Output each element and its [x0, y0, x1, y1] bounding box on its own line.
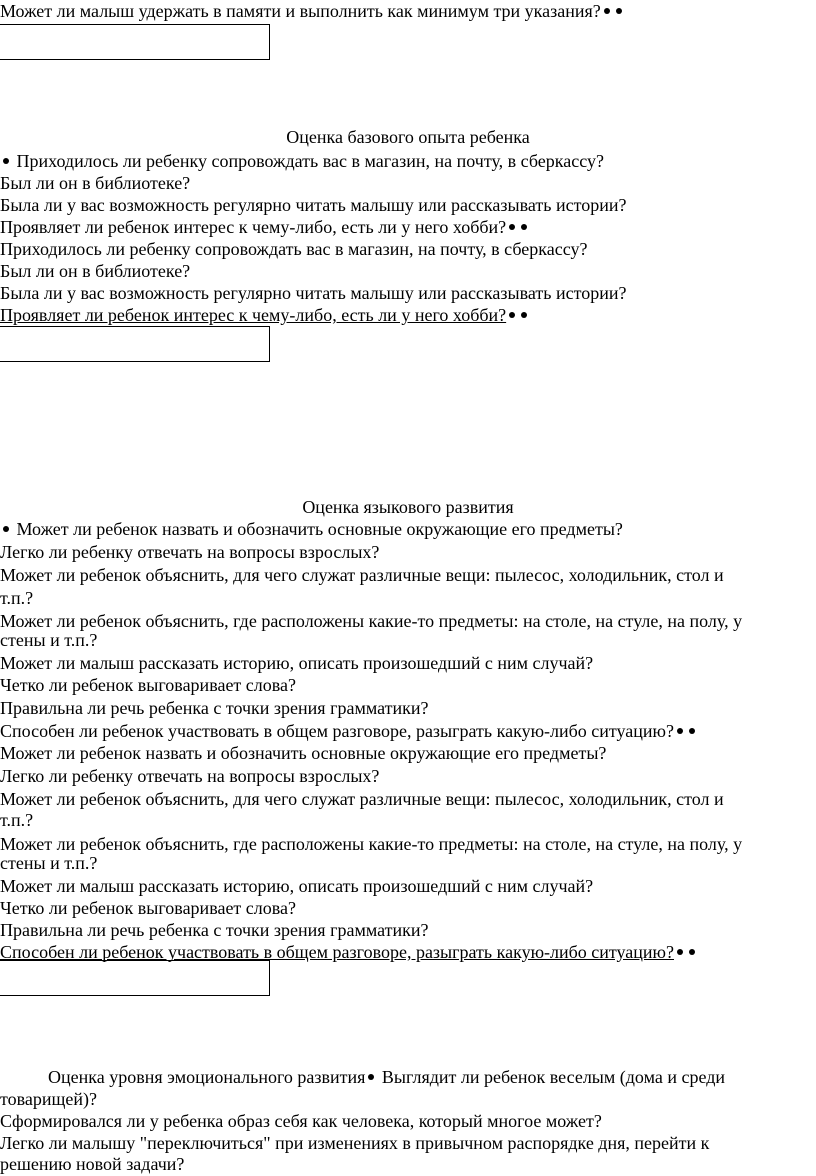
question-line: Может ли ребенок объяснить, где расположены какие-то предметы: на столе, на стуле, на полу, у — [0, 834, 743, 854]
question-line: Была ли у вас возможность регулярно читать малышу или рассказывать истории? — [0, 195, 627, 215]
question-text: Выглядит ли ребенок веселым (дома и среди — [377, 1067, 726, 1087]
bullet-icon — [521, 224, 527, 230]
question-line: решению новой задачи? — [0, 1154, 185, 1174]
question-line: Легко ли малышу "переключиться" при изменениях в привычном распорядке дня, перейти к — [0, 1133, 710, 1153]
question-line: Легко ли ребенку отвечать на вопросы взрослых? — [0, 542, 380, 562]
question-line: Может ли ребенок назвать и обозначить основные окружающие его предметы? — [0, 743, 607, 763]
bullet-icon — [521, 312, 527, 318]
bullet-icon — [689, 728, 695, 734]
question-line: стены и т.п.? — [0, 853, 98, 873]
question-line: Был ли он в библиотеке? — [0, 173, 191, 193]
bullet-icon — [509, 312, 515, 318]
question-line — [0, 518, 623, 540]
section-title-emo: Оценка уровня эмоционального развития — [48, 1067, 366, 1087]
question-text: Способен ли ребенок участвовать в общем разговоре, разыграть какую-либо ситуацию? — [0, 721, 674, 741]
question-line: т.п.? — [0, 588, 34, 608]
question-line — [0, 216, 530, 238]
question-line: т.п.? — [0, 810, 34, 830]
answer-box[interactable] — [0, 960, 270, 996]
bullet-icon — [3, 526, 9, 532]
question-line: стены и т.п.? — [0, 630, 98, 650]
intro-line — [0, 0, 625, 22]
question-line: Приходилось ли ребенку сопровождать вас в магазин, на почту, в сберкассу? — [0, 239, 588, 259]
answer-box[interactable] — [0, 24, 270, 60]
question-line — [0, 720, 698, 742]
question-line: Может ли ребенок объяснить, для чего служат различные вещи: пылесос, холодильник, стол и — [0, 789, 724, 809]
question-text: Проявляет ли ребенок интерес к чему-либо, есть ли у него хобби? — [0, 217, 507, 237]
question-line: Четко ли ребенок выговаривает слова? — [0, 675, 297, 695]
question-text: Может ли ребенок назвать и обозначить основные окружающие его предметы? — [16, 519, 623, 539]
question-text: Проявляет ли ребенок интерес к чему-либо, есть ли у него хобби? — [0, 305, 507, 325]
question-line: Может ли малыш рассказать историю, описать произошедший с ним случай? — [0, 876, 594, 896]
bullet-icon — [689, 949, 695, 955]
question-line: Четко ли ребенок выговаривает слова? — [0, 898, 297, 918]
section-line-emo — [48, 1066, 725, 1088]
question-line: Может ли малыш рассказать историю, описать произошедший с ним случай? — [0, 653, 594, 673]
question-line: Может ли ребенок объяснить, для чего служат различные вещи: пылесос, холодильник, стол и — [0, 565, 724, 585]
bullet-icon — [368, 1074, 374, 1080]
bullet-icon — [604, 8, 610, 14]
question-text: Приходилось ли ребенку сопровождать вас в магазин, на почту, в сберкассу? — [16, 151, 604, 171]
bullet-icon — [616, 8, 622, 14]
answer-box[interactable] — [0, 326, 270, 362]
question-line: Был ли он в библиотеке? — [0, 261, 191, 281]
bullet-icon — [677, 949, 683, 955]
question-line: Сформировался ли у ребенка образ себя как человека, который многое может? — [0, 1111, 602, 1131]
bullet-icon — [3, 158, 9, 164]
question-line: Может ли ребенок объяснить, где расположены какие-то предметы: на столе, на стуле, на полу, у — [0, 611, 743, 631]
question-text: Способен ли ребенок участвовать в общем разговоре, разыграть какую-либо ситуацию? — [0, 942, 674, 962]
bullet-icon — [509, 224, 515, 230]
question-line: Была ли у вас возможность регулярно читать малышу или рассказывать истории? — [0, 283, 627, 303]
question-line: Правильна ли речь ребенка с точки зрения грамматики? — [0, 698, 429, 718]
question-line — [0, 304, 530, 326]
question-line: Правильна ли речь ребенка с точки зрения грамматики? — [0, 920, 429, 940]
section-title-lang: Оценка языкового развития — [302, 497, 514, 517]
question-line: Легко ли ребенку отвечать на вопросы взрослых? — [0, 766, 380, 786]
question-text: Может ли малыш удержать в памяти и выполнить как минимум три указания? — [0, 1, 601, 21]
section-title-base: Оценка базового опыта ребенка — [286, 127, 530, 147]
question-line: товарищей)? — [0, 1089, 97, 1109]
bullet-icon — [677, 728, 683, 734]
question-line — [0, 150, 604, 172]
